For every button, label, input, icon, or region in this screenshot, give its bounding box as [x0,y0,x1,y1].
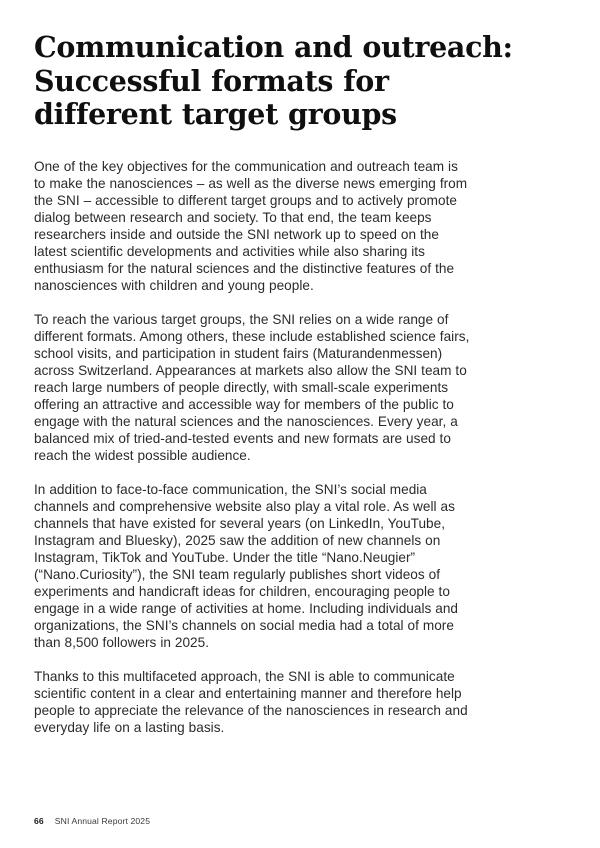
body-paragraph: One of the key objectives for the communication and outreach team is to make the nanosciences – as well as the diverse news emerging from the SNI – accessible to different target groups and to actively promote dialog between research and society. To that end, the team keeps researchers inside and outside the SNI network up to speed on the latest scientific developments and activities while also sharing its enthusiasm for the natural sciences and the distinctive features of the nanosciences with children and young people. [34,159,468,294]
body-paragraph: In addition to face-to-face communication, the SNI’s social media channels and comprehensive website also play a vital role. As well as channels that have existed for several years (on LinkedIn, YouTube, Instagram and Bluesky), 2025 saw the addition of new channels on Instagram, TikTok and YouTube. Under the title “Nano.Neugier” (“Nano.Curiosity”), the SNI team regularly publishes short videos of experiments and handicraft ideas for children, encouraging people to engage in a wide range of activities at home. Including individuals and organizations, the SNI’s channels on social media had a total of more than 8,500 followers in 2025. [34,481,458,651]
page-number: 66 [34,816,44,826]
page-footer [34,816,150,826]
page-title: Communication and outreach: Successful formats for different target groups [34,30,513,131]
body-paragraph: To reach the various target groups, the SNI relies on a wide range of different formats. Among others, these include established science fairs, school visits, and participation in student fairs (Maturandenmessen) across Switzerland. Appearances at markets also allow the SNI team to reach large numbers of people directly, with small-scale experiments offering an attractive and accessible way for members of the public to engage with the natural sciences and the nanosciences. Every year, a balanced mix of tried-and-tested events and new formats are used to reach the widest possible audience. [34,311,470,464]
publication-label: SNI Annual Report 2025 [54,816,151,826]
body-paragraph: Thanks to this multifaceted approach, the SNI is able to communicate scientific content in a clear and entertaining manner and therefore help people to appreciate the relevance of the nanosciences in research and everyday life on a lasting basis. [34,668,468,735]
article-body [34,158,470,736]
